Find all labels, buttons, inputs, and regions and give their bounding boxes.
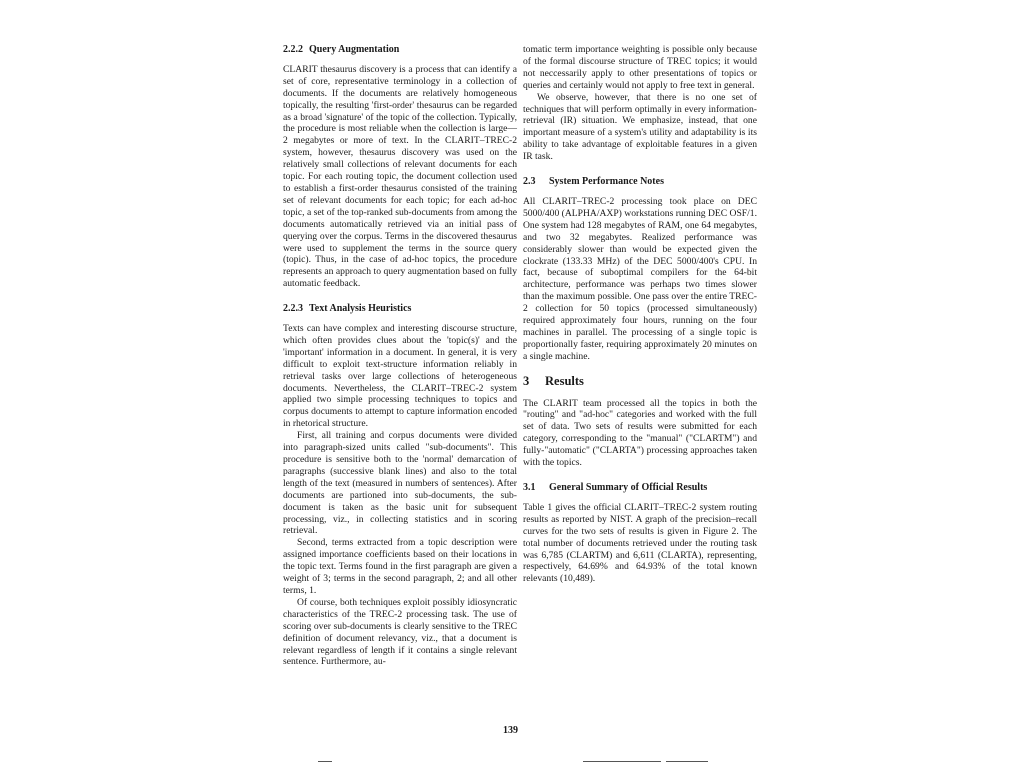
- paragraph: All CLARIT–TREC-2 processing took place on DEC 5000/400 (ALPHA/AXP) workstations running DEC OSF/1. One system had 128 megabytes of RAM, one 64 megabytes, and two 32 megabytes. Realized performance was considerably slower than would be expected given the clockrate (133.33 MHz) of the DEC 5000/400's CPU. In fact, because of suboptimal compilers for the 64-bit architecture, performance was perhaps two times slower than the maximum possible. One pass over the entire TREC-2 collection for 50 topics (processed simultaneously) required approximately four hours, running on the four machines in parallel. The processing of a single topic is proportionally faster, requiring approximately 20 minutes on a single machine.: [523, 195, 757, 362]
- section-number: 2.2.3: [283, 303, 303, 315]
- subsection-heading-3-1: [523, 482, 757, 494]
- scan-artifact-line: [666, 761, 708, 762]
- section-title: Text Analysis Heuristics: [309, 303, 412, 315]
- section-heading-2-3: [523, 176, 757, 188]
- paragraph: CLARIT thesaurus discovery is a process that can identify a set of core, representative terminology in a collection of documents. If the documents are relatively homogeneous topically, the resulting 'first-order' thesaurus can be regarded as a broad 'signature' of the topic of the collection. Typically, the procedure is most reliable when the collection is large—2 megabytes or more of text. In the CLARIT–TREC-2 system, however, thesaurus discovery was used on the relatively small collections of relevant documents for each topic. For each routing topic, the document collection used to establish a first-order thesaurus consisted of the training set of relevant documents for each topic; for each ad-hoc topic, a set of the top-ranked sub-documents from among the documents automatically retrieved via an initial pass of querying over the corpus. Terms in the discovered thesaurus were used to supplement the terms in the source query (topic). Thus, in the case of ad-hoc topics, the procedure represents an approach to query augmentation based on fully automatic feedback.: [283, 63, 517, 290]
- paragraph: Table 1 gives the official CLARIT–TREC-2 system routing results as reported by NIST. A graph of the precision–recall curves for the two sets of results is given in Figure 2. The total number of documents retrieved under the routing task was 6,785 (CLARTM) and 6,611 (CLARTA), representing, respectively, 64.69% and 64.93% of the total known relevants (10,489).: [523, 501, 757, 585]
- paragraph: The CLARIT team processed all the topics in both the "routing" and "ad-hoc" categories and worked with the full set of data. Two sets of results were submitted for each category, corresponding to the "manual" ("CLARTM") and fully-"automatic" ("CLARTA") processing approaches taken with the topics.: [523, 397, 757, 469]
- paragraph: We observe, however, that there is no one set of techniques that will perform optimally in every information-retrieval (IR) situation. We emphasize, instead, that one important measure of a system's utility and adaptability is its ability to take advantage of exploitable features in a given IR task.: [523, 91, 757, 163]
- page-number: 139: [503, 725, 518, 736]
- section-title: Results: [545, 373, 584, 388]
- left-column: [283, 44, 517, 668]
- section-title: Query Augmentation: [309, 44, 400, 55]
- subsection-heading-2-2-3: [283, 303, 517, 315]
- paragraph: First, all training and corpus documents were divided into paragraph-sized units called "sub-documents". This procedure is sensitive both to the 'normal' demarcation of paragraphs (successive blank lines) and also to the total length of the text (measured in numbers of sentences). After documents are partioned into sub-documents, the sub-document is taken as the basic unit for subsequent processing, viz., in collecting statistics and in scoring retrieval.: [283, 430, 517, 537]
- paragraph: tomatic term importance weighting is possible only because of the formal discourse structure of TREC topics; it would not neccessarily apply to other presentations of topics or queries and certainly would not apply to free text in general.: [523, 44, 757, 91]
- paragraph: Second, terms extracted from a topic description were assigned importance coefficients based on their locations in the topic text. Terms found in the first paragraph are given a weight of 3; terms in the second paragraph, 2; and all other terms, 1.: [283, 537, 517, 596]
- paragraph: Of course, both techniques exploit possibly idiosyncratic characteristics of the TREC-2 processing task. The use of scoring over sub-documents is clearly sensitive to the TREC definition of document relevancy, viz., that a document is relevant regardless of length if it contains a single relevant sentence. Furthermore, au-: [283, 596, 517, 668]
- section-title: System Performance Notes: [549, 176, 664, 188]
- subsection-heading-2-2-2: [283, 44, 517, 56]
- section-number: 3.1: [523, 482, 536, 493]
- scan-artifact-line: [318, 761, 332, 762]
- section-number: 2.2.2: [283, 44, 303, 55]
- section-number: 2.3: [523, 176, 536, 188]
- section-number: 3: [523, 373, 530, 388]
- right-column: [523, 44, 757, 585]
- paragraph: Texts can have complex and interesting discourse structure, which often provides clues about the 'topic(s)' and the 'important' information in a document. In general, it is very difficult to exploit text-structure information reliably in retrieval tasks over large collections of heterogeneous documents. Nevertheless, the CLARIT–TREC-2 system applied two simple processing techniques to topics and corpus documents to attempt to capture information encoded in rhetorical structure.: [283, 323, 517, 430]
- section-title: General Summary of Official Results: [549, 482, 708, 493]
- scan-artifact-line: [583, 761, 661, 762]
- section-heading-3: [523, 373, 757, 388]
